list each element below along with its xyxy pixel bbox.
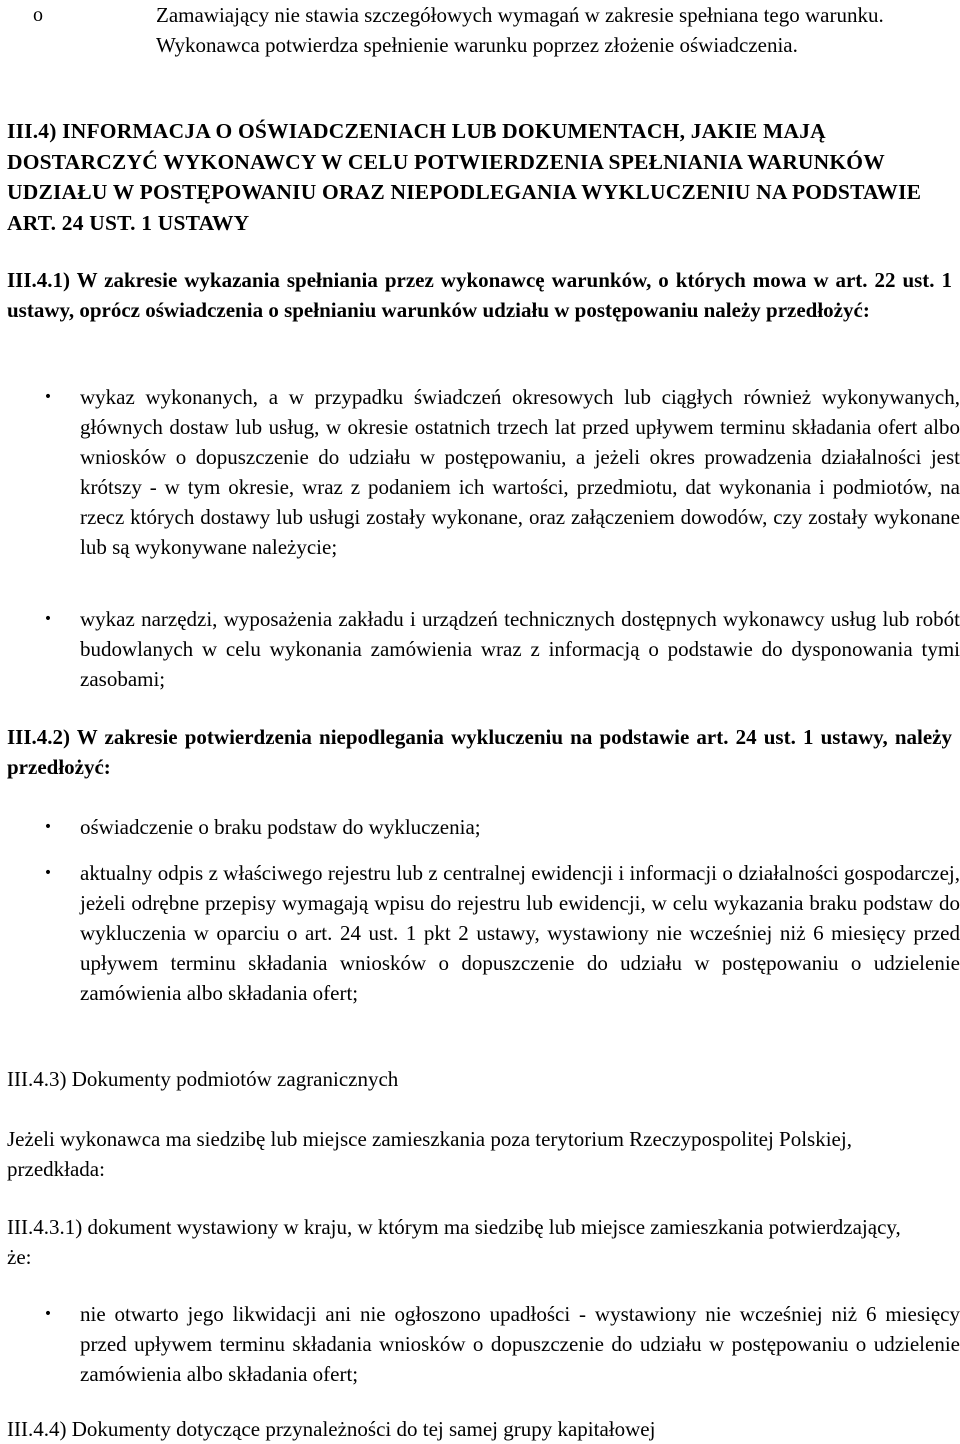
list-item-text: nie otwarto jego likwidacji ani nie ogłoszono upadłości - wystawiony nie wcześniej niż 6 miesięcy przed upływem terminu składania wniosków o dopuszczenie do udziału w postępowaniu o udzielenie zamówienia albo składania ofert;: [80, 1302, 960, 1386]
section-heading: III.4) INFORMACJA O OŚWIADCZENIACH LUB DOKUMENTACH, JAKIE MAJĄ DOSTARCZYĆ WYKONAWCY W CELU POTWIERDZENIA SPEŁNIANIA WARUNKÓW UDZIAŁU W POSTĘPOWANIU ORAZ NIEPODLEGANIA WYKLUCZENIU NA PODSTAWIE ART. 24 UST. 1 USTAWY: [7, 119, 922, 235]
bullet-icon: •: [43, 865, 53, 881]
subsection-heading: III.4.3) Dokumenty podmiotów zagranicznych: [7, 1067, 399, 1091]
list-item-text: oświadczenie o braku podstaw do wykluczenia;: [80, 815, 481, 839]
list-item-text: wykaz wykonanych, a w przypadku świadczeń okresowych lub ciągłych również wykonywanych, głównych dostaw lub usług, w okresie ostatnich trzech lat przed upływem terminu składania ofert albo wniosków o dopuszczenie do udziału w postępowaniu, a jeżeli okres prowadzenia działalności jest krótszy - w tym okresie, wraz z podaniem ich wartości, przedmiotu, dat wykonania i podmiotów, na rzecz których dostawy lub usługi zostały wykonane, oraz załączeniem dowodów, czy zostały wykonane lub są wykonywane należycie;: [80, 385, 960, 559]
list-item-text: Zamawiający nie stawia szczegółowych wymagań w zakresie spełniana tego warunku. Wykonawca potwierdza spełnienie warunku poprzez złożenie oświadczenia.: [156, 3, 884, 57]
bullet-icon: •: [43, 389, 53, 405]
circle-bullet-icon: o: [33, 4, 43, 26]
bullet-icon: •: [43, 819, 53, 835]
bullet-icon: •: [43, 611, 53, 627]
bullet-icon: •: [43, 1306, 53, 1322]
sub-subsection-heading: III.4.3.1) dokument wystawiony w kraju, w którym ma siedzibę lub miejsce zamieszkania potwierdzający, że:: [7, 1215, 901, 1269]
list-item-text: aktualny odpis z właściwego rejestru lub z centralnej ewidencji i informacji o działalności gospodarczej, jeżeli odrębne przepisy wymagają wpisu do rejestru lub ewidencji, w celu wykazania braku podstaw do wykluczenia w oparciu o art. 24 ust. 1 pkt 2 ustawy, wystawiony nie wcześniej niż 6 miesięcy przed upływem terminu składania wniosków o dopuszczenie do udziału w postępowaniu o udzielenie zamówienia albo składania ofert;: [80, 861, 960, 1005]
subsection-heading: III.4.2) W zakresie potwierdzenia niepodlegania wykluczeniu na podstawie art. 24 ust. 1 ustawy, należy przedłożyć:: [7, 725, 952, 779]
paragraph: Jeżeli wykonawca ma siedzibę lub miejsce zamieszkania poza terytorium Rzeczypospolitej Polskiej, przedkłada:: [7, 1127, 852, 1181]
list-item-text: wykaz narzędzi, wyposażenia zakładu i urządzeń technicznych dostępnych wykonawcy usług lub robót budowlanych w celu wykonania zamówienia wraz z informacją o podstawie do dysponowania tymi zasobami;: [80, 607, 960, 691]
subsection-heading: III.4.4) Dokumenty dotyczące przynależności do tej samej grupy kapitałowej: [7, 1417, 656, 1441]
subsection-heading: III.4.1) W zakresie wykazania spełniania przez wykonawcę warunków, o których mowa w art. 22 ust. 1 ustawy, oprócz oświadczenia o spełnianiu warunków udziału w postępowaniu należy przedłożyć:: [7, 268, 952, 322]
